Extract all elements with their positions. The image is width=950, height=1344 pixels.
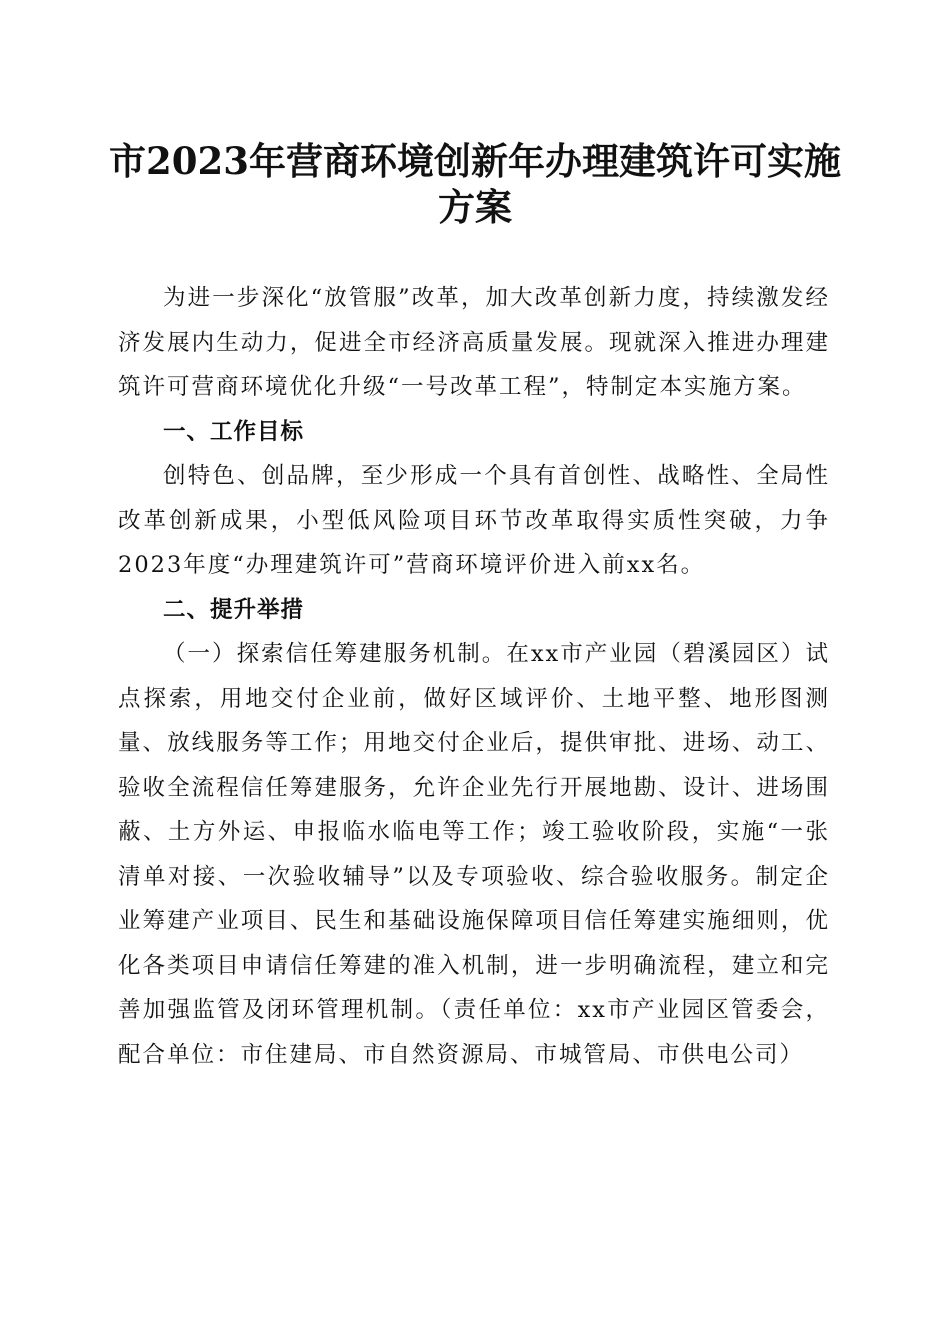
intro-paragraph: 为进一步深化“放管服”改革，加大改革创新力度，持续激发经济发展内生动力，促进全市经济高质量发展。现就深入推进办理建筑许可营商环境优化升级“一号改革工程”，特制定本实施方案。: [118, 285, 830, 400]
section-2-item-1-body: 在xx市产业园（碧溪园区）试点探索，用地交付企业前，做好区域评价、土地平整、地形图测量、放线服务等工作；用地交付企业后，提供审批、进场、动工、验收全流程信任筹建服务，允许企业先行开展地勘、设计、进场围蔽、土方外运、申报临水临电等工作；竣工验收阶段，实施“一张清单对接、一次验收辅导”以及专项验收、综合验收服务。制定企业筹建产业项目、民生和基础设施保障项目信任筹建实施细则，优化各类项目申请信任筹建的准入机制，进一步明确流程，建立和完善加强监管及闭环管理机制。（责任单位：xx市产业园区管委会，配合单位：市住建局、市自然资源局、市城管局、市供电公司）: [118, 641, 830, 1068]
document-body: [118, 276, 830, 1077]
section-1-heading: 一、工作目标: [163, 418, 305, 445]
section-2-item-1-label: （一）探索信任筹建服务机制。: [163, 641, 507, 667]
document-title-line-2: 方案: [438, 185, 512, 229]
section-2-item-1-paragraph: [118, 632, 830, 1077]
section-2-heading: 二、提升举措: [163, 596, 305, 623]
document-title-line-1: 市2023年营商环境创新年办理建筑许可实施: [109, 139, 841, 183]
section-1-paragraph: 创特色、创品牌，至少形成一个具有首创性、战略性、全局性改革创新成果，小型低风险项目环节改革取得实质性突破，力争2023年度“办理建筑许可”营商环境评价进入前xx名。: [118, 463, 830, 578]
